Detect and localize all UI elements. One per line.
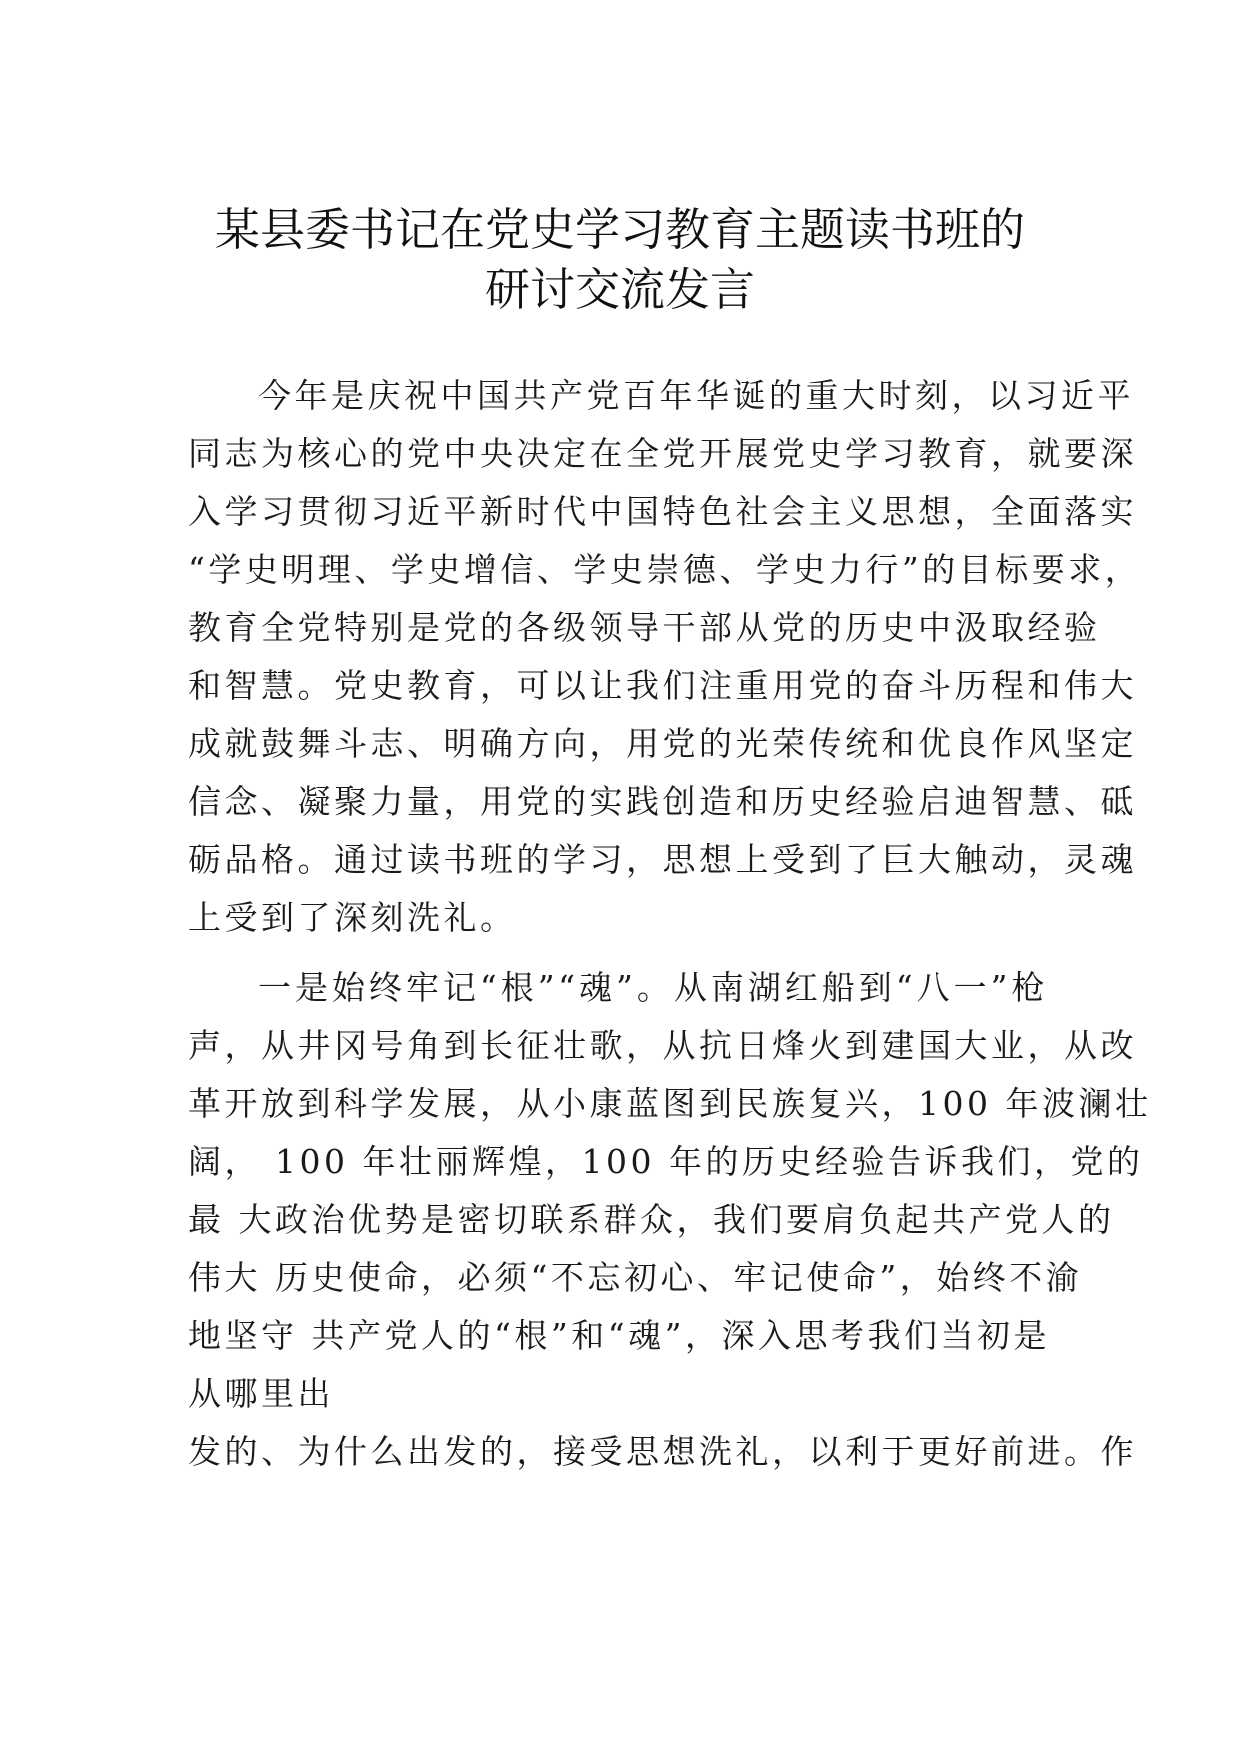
paragraph-1-line-6: 和智慧。党史教育，可以让我们注重用党的奋斗历程和伟大 xyxy=(188,666,1137,705)
paragraph-1-line-8: 信念、凝聚力量，用党的实践创造和历史经验启迪智慧、砥 xyxy=(188,782,1137,821)
paragraph-1-line-9: 砺品格。通过读书班的学习，思想上受到了巨大触动，灵魂 xyxy=(188,840,1137,879)
paragraph-1-line-1: 今年是庆祝中国共产党百年华诞的重大时刻，以习近平 xyxy=(258,376,1134,415)
title-line-2: 研讨交流发言 xyxy=(484,263,755,316)
paragraph-2-line-1: 一是始终牢记“根”“魂”。从南湖红船到“八一”枪 xyxy=(258,968,1048,1007)
paragraph-2-line-2: 声，从井冈号角到长征壮歌，从抗日烽火到建国大业，从改 xyxy=(188,1026,1137,1065)
paragraph-2-line-7: 地坚守 共产党人的“根”和“魂”，深入思考我们当初是 xyxy=(188,1316,1050,1355)
paragraph-2-line-9: 发的、为什么出发的，接受思想洗礼，以利于更好前进。作 xyxy=(188,1432,1137,1471)
paragraph-1-line-2: 同志为核心的党中央决定在全党开展党史学习教育，就要深 xyxy=(188,434,1137,473)
paragraph-1-line-4: “学史明理、学史增信、学史崇德、学史力行”的目标要求， xyxy=(188,550,1142,589)
document-title xyxy=(150,200,1090,320)
paragraph-2-line-5: 最 大政治优势是密切联系群众，我们要肩负起共产党人的 xyxy=(188,1200,1115,1239)
paragraph-2-line-6: 伟大 历史使命，必须“不忘初心、牢记使命”，始终不渝 xyxy=(188,1258,1083,1297)
paragraph-1-line-5: 教育全党特别是党的各级领导干部从党的历史中汲取经验 xyxy=(188,608,1101,647)
title-line-1: 某县委书记在党史学习教育主题读书班的 xyxy=(214,203,1025,256)
paragraph-1-line-7: 成就鼓舞斗志、明确方向，用党的光荣传统和优良作风坚定 xyxy=(188,724,1137,763)
paragraph-1-line-3: 入学习贯彻习近平新时代中国特色社会主义思想，全面落实 xyxy=(188,492,1137,531)
paragraph-1-line-10: 上受到了深刻洗礼。 xyxy=(188,898,517,937)
paragraph-2-line-4: 阔， 100 年壮丽辉煌，100 年的历史经验告诉我们，党的 xyxy=(188,1142,1144,1181)
paragraph-2-line-8: 从哪里出 xyxy=(188,1374,334,1413)
paragraph-2-line-3: 革开放到科学发展，从小康蓝图到民族复兴，100 年波澜壮 xyxy=(188,1084,1152,1123)
